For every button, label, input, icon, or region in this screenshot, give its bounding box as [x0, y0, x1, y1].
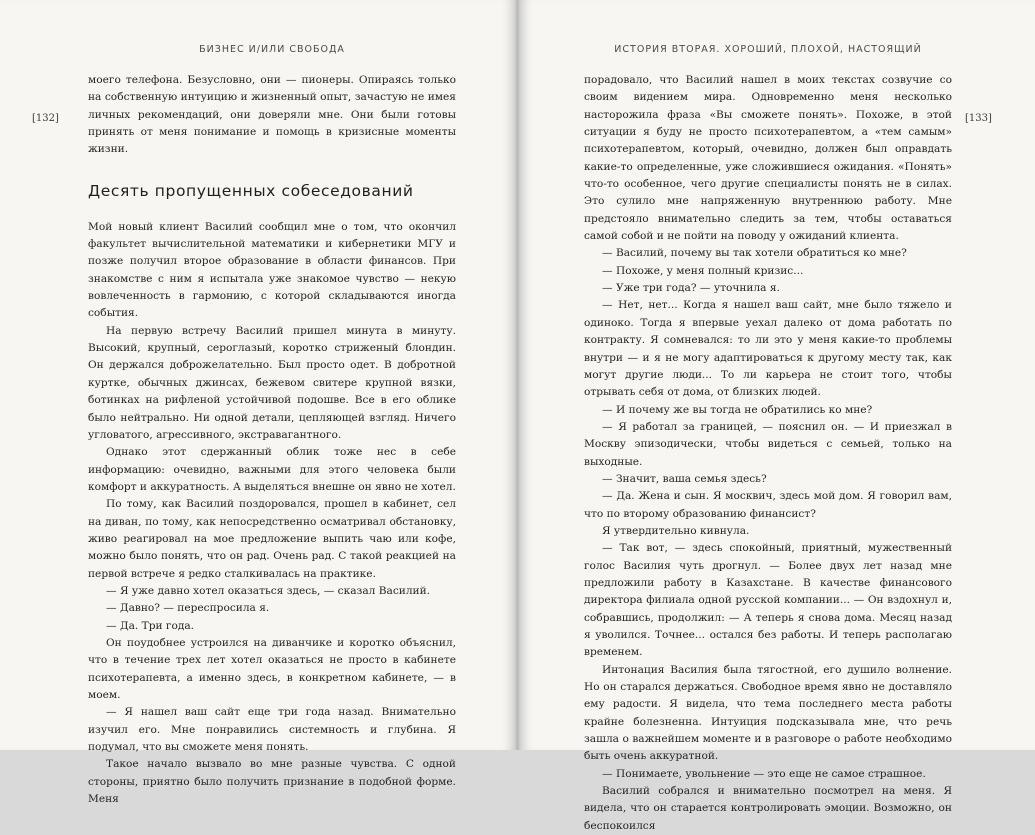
dialogue-line: — Да. Три года. [106, 619, 195, 632]
paragraph: моего телефона. Безусловно, они — пионеры. Опираясь только на собственную интуицию и жизненный опыт, зачастую не имея личных рекомендаций, они доверяли мне. Они были готовы принять от меня понимание и помощь в кризисные моменты жизни. [88, 74, 456, 156]
dialogue-line: — Я уже давно хотел оказаться здесь, — сказал Василий. [106, 584, 431, 597]
left-page-number: [132] [32, 113, 59, 124]
paragraph: На первую встречу Василий пришел минута в минуту. Высокий, крупный, сероглазый, коротко стриженый блондин. Он держался доброжелательно. Был просто одет. В добротной куртке, обычных джинсах, бежевом свитере крупной вязки, ботинках на рифленой устойчивой подошве. Все в его облике было нейтрально. Ни одной детали, цепляющей взгляд. Ничего угловатого, агрессивного, экстравагантного. [88, 324, 456, 441]
paragraph: порадовало, что Василий нашел в моих текстах созвучие со своим видением мира. Одновременно меня несколько насторожила фраза «Вы сможете понять». Похоже, в этой ситуации я буду не просто психотерапевтом, а «тем самым» психотерапевтом, который, очевидно, должен был оправдать какие-то определенные, уже сложившиеся ожидания. «Понять» что-то особенное, чего другие специалисты понять не в силах. Это сулило мне напряженную внутреннюю работу. Мне предстояло внимательно следить за тем, чтобы оставаться самой собой и не пойти на поводу у ожиданий клиента. [584, 74, 952, 243]
right-running-head: ИСТОРИЯ ВТОРАЯ. ХОРОШИЙ, ПЛОХОЙ, НАСТОЯЩИЙ [614, 44, 922, 55]
dialogue-line: — Давно? — переспросила я. [106, 602, 270, 615]
left-body-text [88, 72, 456, 808]
dialogue-line: — Василий, почему вы так хотели обратиться ко мне? [602, 247, 907, 260]
dialogue-line: — И почему же вы тогда не обратились ко мне? [602, 403, 873, 416]
right-page-number: [133] [965, 113, 992, 124]
dialogue-line: — Да. Жена и сын. Я москвич, здесь мой дом. Я говорил вам, что по второму образованию финансист? [584, 490, 952, 520]
dialogue-line: — Я нашел ваш сайт еще три года назад. Внимательно изучил его. Мне понравились системность и глубина. Я подумал, что вы сможете меня понять. [88, 706, 456, 754]
left-page [0, 0, 516, 806]
paragraph: Василий собрался и внимательно посмотрел на меня. Я видела, что он старается контролировать эмоции. Возможно, он беспокоился [584, 785, 952, 832]
paragraph: Я утвердительно кивнула. [602, 524, 750, 537]
paragraph: Интонация Василия была тягостной, его душило волнение. Но он старался держаться. Свободное время явно не доставляло ему радости. Я видела, что тема последнего места работы крайне болезненна. Интуиция подсказывала мне, что речь зашла о важнейшем моменте и в разговоре о работе необходимо быть очень аккуратной. [584, 663, 952, 763]
dialogue-line: — Понимаете, увольнение — это еще не самое страшное. [602, 767, 926, 780]
dialogue-line: — Значит, ваша семья здесь? [602, 472, 767, 485]
right-body-text [584, 72, 952, 835]
left-running-head: БИЗНЕС И/ИЛИ СВОБОДА [199, 44, 345, 55]
dialogue-line: — Я работал за границей, — пояснил он. — И приезжал в Москву эпизодически, чтобы видеться с семьей, только на выходные. [584, 420, 952, 468]
right-page [519, 0, 1035, 832]
paragraph: По тому, как Василий поздоровался, прошел в кабинет, сел на диван, по тому, как непосредственно осматривал обстановку, живо реагировал на мое предложение выпить чаю или кофе, можно было понять, что он рад. Очень рад. С такой реакцией на первой встрече я редко сталкивалась на практике. [88, 498, 456, 580]
paragraph: Однако этот сдержанный облик тоже нес в себе информацию: очевидно, важными для этого человека были комфорт и аккуратность. А выделяться внешне он явно не хотел. [88, 446, 456, 493]
dialogue-line: — Нет, нет... Когда я нашел ваш сайт, мне было тяжело и одиноко. Тогда я впервые уехал далеко от дома работать по контракту. Я сомневался: то ли это у меня какие-то проблемы внутри — и я не могу адаптироваться к другому месту так, как могут другие люди... То ли карьера не стоит того, чтобы отрывать себя от дома, от близких людей. [584, 299, 952, 399]
paragraph: Он поудобнее устроился на диванчике и коротко объяснил, что в течение трех лет хотел оказаться не просто в кабинете психотерапевта, а именно здесь, в конкретном кабинете, — в моем. [88, 636, 456, 701]
dialogue-line: — Уже три года? — уточнила я. [602, 282, 780, 295]
dialogue-line: — Так вот, — здесь спокойный, приятный, мужественный голос Василия чуть дрогнул. — Более двух лет назад мне предложили работу в Казахстане. В качестве финансового директора филиала одной русской компании... — Он вздохнул и, собравшись, продолжил: — А теперь я снова дома. Месяц назад я уволился. Точнее... остался без работы. И теперь располагаю временем. [584, 542, 952, 659]
paragraph: Мой новый клиент Василий сообщил мне о том, что окончил факультет вычислительной математики и кибернетики МГУ и позже получил второе образование в области финансов. При знакомстве с ним я испытала уже знакомое чувство — некую вовлеченность в гармонию, с которой складываются иногда события. [88, 220, 456, 320]
paragraph: Такое начало вызвало во мне разные чувства. С одной стороны, приятно было получить признание в подобной форме. Меня [88, 758, 456, 806]
dialogue-line: — Похоже, у меня полный кризис... [602, 264, 804, 277]
section-heading: Десять пропущенных собеседований [88, 181, 414, 200]
